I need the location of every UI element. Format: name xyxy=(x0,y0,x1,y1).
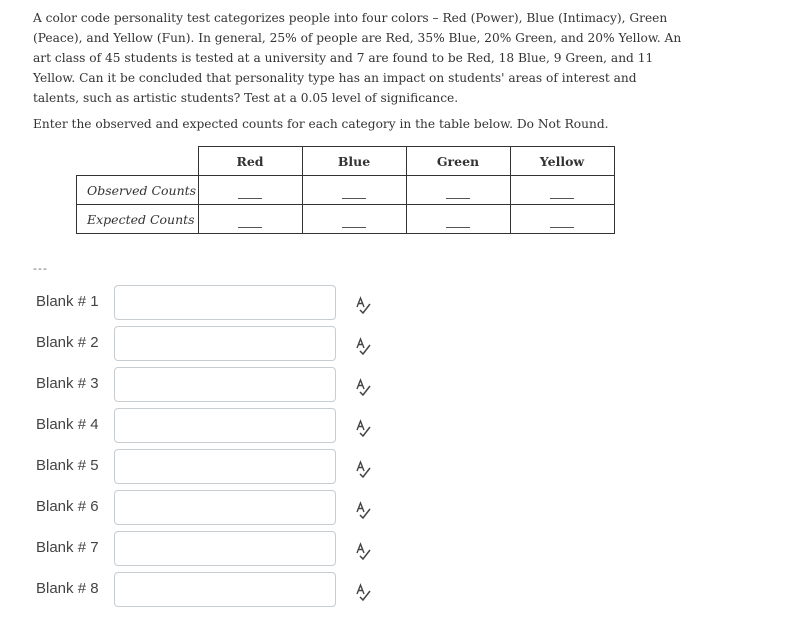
blank-label-8: Blank # 8 xyxy=(36,580,99,597)
blank-row-1 xyxy=(36,285,396,321)
blank-input-1[interactable] xyxy=(114,285,336,320)
blank-row-2 xyxy=(36,326,396,362)
counts-table xyxy=(76,146,615,234)
blank-row-7 xyxy=(36,531,396,567)
table-row-expected xyxy=(77,205,615,234)
column-header-red: Red xyxy=(198,147,302,176)
table-row-observed xyxy=(77,176,615,205)
spell-check-icon[interactable] xyxy=(354,583,372,601)
blank-row-4 xyxy=(36,408,396,444)
observed-red-cell xyxy=(198,176,302,205)
spell-check-icon[interactable] xyxy=(354,378,372,396)
spell-check-icon[interactable] xyxy=(354,419,372,437)
spell-check-icon[interactable] xyxy=(354,460,372,478)
column-header-green: Green xyxy=(406,147,510,176)
blank-input-4[interactable] xyxy=(114,408,336,443)
blank-input-3[interactable] xyxy=(114,367,336,402)
spell-check-icon[interactable] xyxy=(354,296,372,314)
spell-check-icon[interactable] xyxy=(354,337,372,355)
instruction-text: Enter the observed and expected counts for each category in the table below. Do Not Round. xyxy=(33,117,609,131)
row-label-observed: Observed Counts xyxy=(77,176,199,205)
blank-line xyxy=(550,198,574,199)
expected-blue-cell xyxy=(302,205,406,234)
question-text: A color code personality test categorizes people into four colors – Red (Power), Blue (Intimacy), Green (Peace), and Yellow (Fun). In general, 25% of people are Red, 35% Blue, 20% Green, and 20% Yellow. An art class of 45 students is tested at a university and 7 are found to be Red, 18 Blue, 9 Green, and 11 Yellow. Can it be concluded that personality type has an impact on students' areas of interest and talents, such as artistic students? Test at a 0.05 level of significance. xyxy=(33,11,682,105)
expected-red-cell xyxy=(198,205,302,234)
spell-check-icon[interactable] xyxy=(354,501,372,519)
blank-line xyxy=(238,227,262,228)
blank-line xyxy=(446,227,470,228)
blank-line xyxy=(550,227,574,228)
column-header-yellow: Yellow xyxy=(510,147,614,176)
blank-row-3 xyxy=(36,367,396,403)
observed-green-cell xyxy=(406,176,510,205)
blank-label-6: Blank # 6 xyxy=(36,498,99,515)
blank-label-3: Blank # 3 xyxy=(36,375,99,392)
table-corner xyxy=(77,147,199,176)
blank-row-5 xyxy=(36,449,396,485)
blank-row-6 xyxy=(36,490,396,526)
expected-yellow-cell xyxy=(510,205,614,234)
blank-line xyxy=(342,227,366,228)
observed-blue-cell xyxy=(302,176,406,205)
expected-green-cell xyxy=(406,205,510,234)
blank-row-8 xyxy=(36,572,396,608)
table-header-row xyxy=(77,147,615,176)
blank-label-5: Blank # 5 xyxy=(36,457,99,474)
blank-input-7[interactable] xyxy=(114,531,336,566)
blank-label-7: Blank # 7 xyxy=(36,539,99,556)
column-header-blue: Blue xyxy=(302,147,406,176)
row-label-expected: Expected Counts xyxy=(77,205,199,234)
blank-line xyxy=(342,198,366,199)
separator: --- xyxy=(33,262,48,275)
blank-label-1: Blank # 1 xyxy=(36,293,99,310)
blank-input-2[interactable] xyxy=(114,326,336,361)
blank-input-8[interactable] xyxy=(114,572,336,607)
blank-line xyxy=(446,198,470,199)
spell-check-icon[interactable] xyxy=(354,542,372,560)
blank-input-6[interactable] xyxy=(114,490,336,525)
blank-input-5[interactable] xyxy=(114,449,336,484)
observed-yellow-cell xyxy=(510,176,614,205)
blank-label-2: Blank # 2 xyxy=(36,334,99,351)
blank-line xyxy=(238,198,262,199)
blank-label-4: Blank # 4 xyxy=(36,416,99,433)
